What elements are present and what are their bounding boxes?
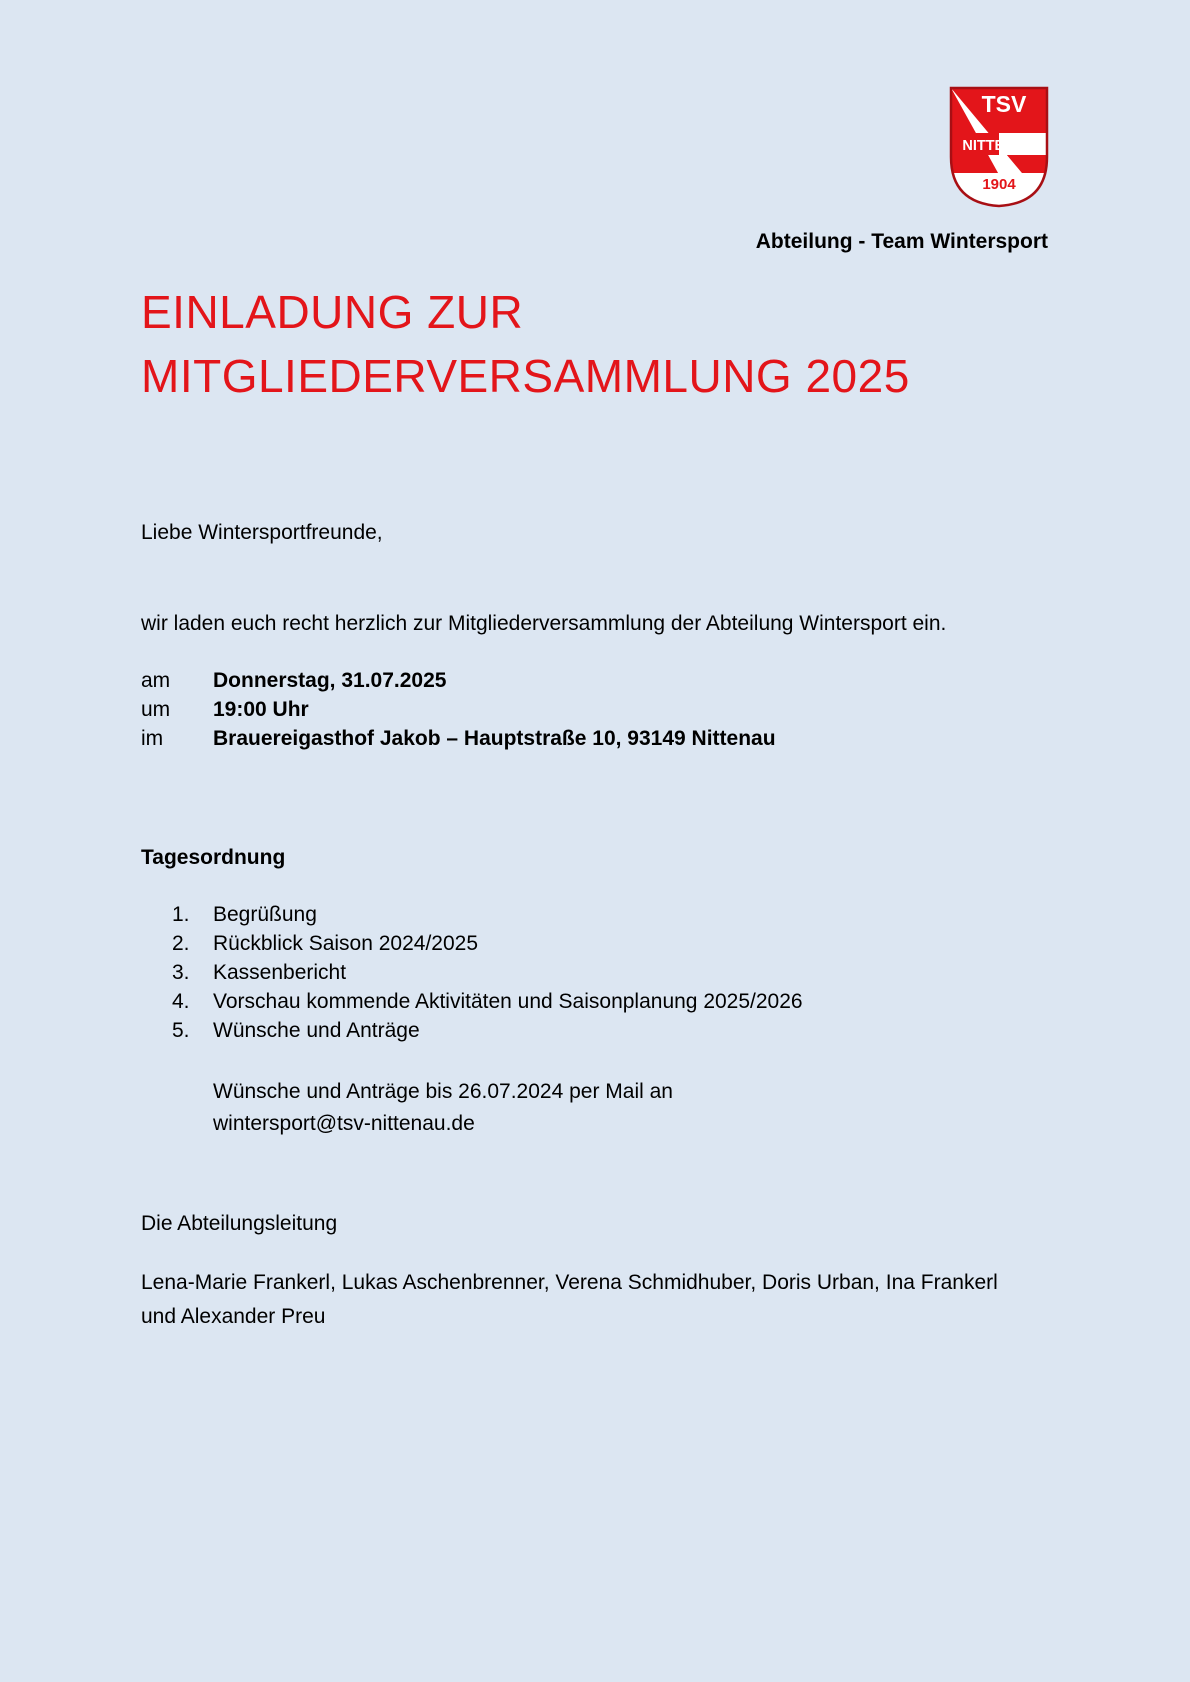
leadership-label: Die Abteilungsleitung bbox=[141, 1212, 338, 1235]
meeting-details bbox=[141, 666, 776, 753]
list-item bbox=[172, 929, 803, 958]
meeting-location: Brauereigasthof Jakob – Hauptstraße 10, 93149 Nittenau bbox=[213, 727, 776, 750]
invitation-title bbox=[141, 280, 910, 408]
list-item-number: 2. bbox=[172, 932, 190, 955]
agenda-note bbox=[213, 1076, 673, 1140]
list-item bbox=[172, 958, 803, 987]
list-item-label: Vorschau kommende Aktivitäten und Saisonplanung 2025/2026 bbox=[213, 990, 803, 1013]
title-line-2: MITGLIEDERVERSAMMLUNG 2025 bbox=[141, 350, 910, 402]
detail-row-location bbox=[141, 724, 776, 753]
agenda-heading: Tagesordnung bbox=[141, 846, 286, 869]
detail-row-time bbox=[141, 695, 776, 724]
meeting-time: 19:00 Uhr bbox=[213, 698, 309, 721]
detail-row-date bbox=[141, 666, 776, 695]
list-item bbox=[172, 1016, 803, 1045]
logo-town-text: NITTENAU bbox=[962, 138, 1036, 154]
names-line-2: und Alexander Preu bbox=[141, 1305, 326, 1328]
detail-key: im bbox=[141, 727, 164, 750]
list-item-label: Kassenbericht bbox=[213, 961, 347, 984]
list-item-number: 1. bbox=[172, 903, 190, 926]
contact-email: wintersport@tsv-nittenau.de bbox=[213, 1112, 475, 1135]
meeting-date: Donnerstag, 31.07.2025 bbox=[213, 669, 447, 692]
agenda-note-line-1: Wünsche und Anträge bis 26.07.2024 per Mail an bbox=[213, 1080, 673, 1103]
detail-key: am bbox=[141, 669, 171, 692]
detail-key: um bbox=[141, 698, 171, 721]
intro-paragraph: wir laden euch recht herzlich zur Mitgliederversammlung der Abteilung Wintersport ein. bbox=[141, 612, 947, 635]
greeting: Liebe Wintersportfreunde, bbox=[141, 521, 383, 544]
leadership-names bbox=[141, 1266, 998, 1334]
names-line-1: Lena-Marie Frankerl, Lukas Aschenbrenner, Verena Schmidhuber, Doris Urban, Ina Frankerl bbox=[141, 1271, 998, 1294]
list-item bbox=[172, 900, 803, 929]
logo-tsv-text: TSV bbox=[981, 91, 1027, 117]
list-item-number: 4. bbox=[172, 990, 190, 1013]
department-label: Abteilung - Team Wintersport bbox=[755, 230, 1048, 253]
agenda-list bbox=[172, 900, 803, 1045]
list-item bbox=[172, 987, 803, 1016]
logo-year-text: 1904 bbox=[982, 176, 1016, 193]
list-item-label: Begrüßung bbox=[213, 903, 317, 926]
list-item-number: 5. bbox=[172, 1019, 190, 1042]
list-item-label: Rückblick Saison 2024/2025 bbox=[213, 932, 479, 955]
tsv-nittenau-logo bbox=[948, 85, 1050, 209]
list-item-label: Wünsche und Anträge bbox=[213, 1019, 420, 1042]
title-line-1: EINLADUNG ZUR bbox=[141, 286, 524, 338]
list-item-number: 3. bbox=[172, 961, 190, 984]
